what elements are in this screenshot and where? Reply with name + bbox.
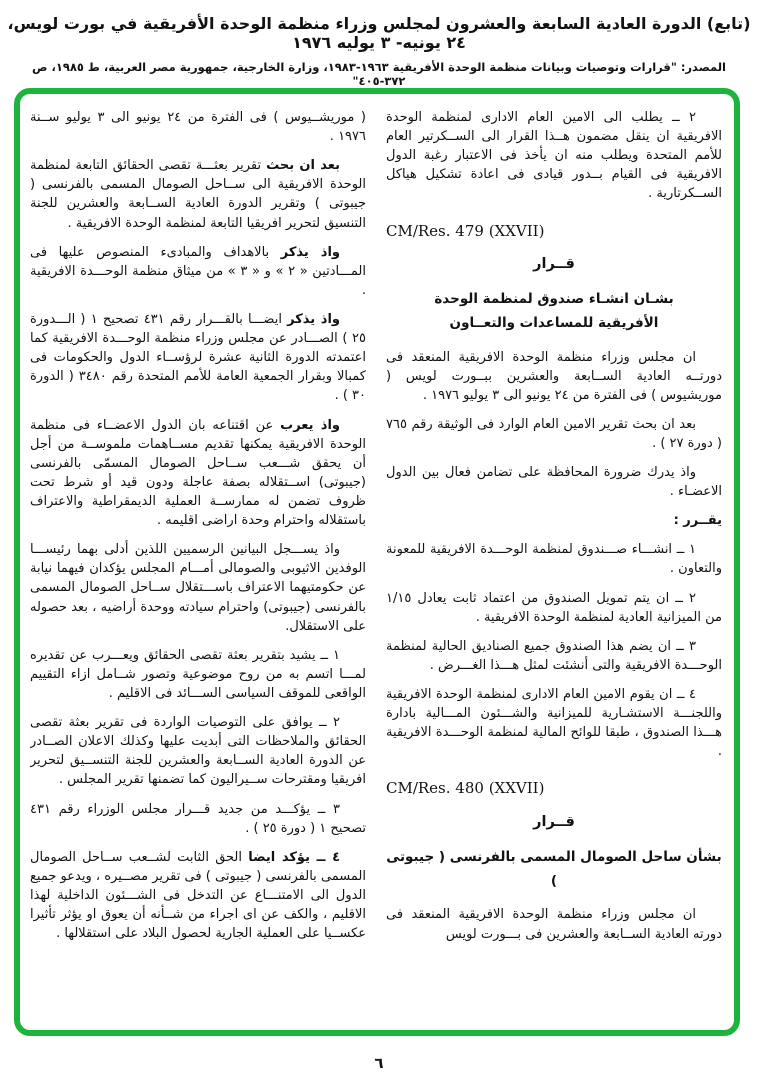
- column-right: [386, 108, 722, 1022]
- resolution-subtitle-line: بشـان انشـاء صندوق لمنظمة الوحدة: [434, 290, 674, 307]
- resolution-subtitle: [386, 287, 722, 336]
- paragraph: ٤ ــ ان يقوم الامين العام الادارى لمنظمة الوحدة الافريقية واللجنـــة الاستشـارية للميزانية والشـــئون المـــالية بادارة هـــذا الصندوق ، طبقا للوائح المالية لمنظمة الوحـــدة الافريقية .: [386, 687, 722, 760]
- paragraph-lead: يقــرر :: [673, 513, 722, 529]
- paragraph: ان مجلس وزراء منظمة الوحدة الافريقية المنعقد فى دورتــه العادية الســابعة والعشرين ببــورت لويس ( موريشيوس ) فى الفترة من ٢٤ يونيو الى ٣ يوليو ١٩٧٦ .: [386, 349, 722, 403]
- paragraph: ٣ ــ ان يضم هذا الصندوق جميع الصناديق الحالية لمنظمة الوحـــدة الافريقية والتى أنشئت لمثل هـــذا الغـــرض .: [386, 638, 722, 673]
- resolution-ref: CM/Res. 480 (XXVII): [386, 779, 545, 798]
- header-session-title: (تابع) الدورة العادية السابعة والعشرون لمجلس وزراء منظمة الوحدة الأفريقية في بورت لويس، ٢٤ يونيه- ٣ يوليه ١٩٧٦: [7, 14, 751, 52]
- paragraph-lead: واذ يذكر: [280, 244, 340, 260]
- paragraph: بعد ان بحث تقرير بعثـــة تقصى الحقائق التابعة لمنظمة الوحدة الافريقية الى ســاحل الصومال المسمى بالفرنسى ( جيبوتى ) وتقرير الدورة العادية الســابعة والعشرين للجنة التنسيق لتحرير افريقيا التابعة لمنظمة الوحدة الافريقية .: [30, 158, 366, 231]
- paragraph-lead: ٤ ــ يؤكد ايضا: [248, 849, 340, 865]
- paragraph: واذ يذكر بالاهداف والمبادىء المنصوص عليها فى المـــادتين « ٢ » و « ٣ » من ميثاق منظمة الوحـــدة الافريقية .: [30, 244, 366, 298]
- resolution-ref: CM/Res. 479 (XXVII): [386, 221, 545, 240]
- paragraph: [386, 511, 722, 530]
- paragraph: واذ يعرب عن اقتناعه بان الدول الاعضــاء فى منظمة الوحدة الافريقية يمكنها تقديم مســاهمات ملموســة من أجل أن يحقق شـــعب ســاحل الصومال المسمّى بالفرنسى (جيبوتى) اســتقلاله بصفة عاجلة ودون قيد أو شرط تحت ظروف تضمن له ممارســة العملية الديمقراطية والاعتراف باستقلاله واحترام وحدة اراضى اقليمه .: [30, 417, 366, 529]
- paragraph: ( موريشــيوس ) فى الفترة من ٢٤ يونيو الى ٣ يوليو ســنة ١٩٧٦ .: [30, 110, 366, 145]
- resolution-title: قــرار: [533, 255, 575, 272]
- paragraph-lead: بعد ان بحث: [266, 158, 340, 174]
- paragraph: ٣ ــ يؤكـــد من جديد قـــرار مجلس الوزراء رقم ٤٣١ تصحيح ١ ( دورة ٢٥ ) .: [30, 801, 366, 836]
- paragraph: ١ ــ انشـــاء صـــندوق لمنظمة الوحـــدة الافريقية للمعونة والتعاون .: [386, 542, 722, 577]
- resolution-subtitle: [386, 845, 722, 894]
- paragraph: بعد ان بحث تقرير الامين العام الوارد فى الوثيقة رقم ٧٦٥ ( دورة ٢٧ ) .: [386, 416, 722, 451]
- paragraph-lead: واذ يعرب: [280, 417, 340, 433]
- paragraph: ان مجلس وزراء منظمة الوحدة الافريقية المنعقد فى دورته العادية الســابعة والعشرين فى بـــورت لويس: [386, 907, 722, 942]
- paragraph: ٢ ــ يوافق على التوصيات الواردة فى تقرير بعثة تقصى الحقائق والملاحظات التى أبديت عليها وكذلك الاعلان الصــادر عن الدورة العادية الســابعة والعشرين للجنة التنســيق لتحرير افريقيا ومقترحات ســيراليون كما تضمنها تقرير المجلس .: [30, 715, 366, 788]
- paragraph: واذ يدرك ضرورة المحافظة على تضامن فعال بين الدول الاعضـاء .: [386, 465, 722, 500]
- header-source-line: المصدر: "قرارات وتوصيات وبيانات منظمة الوحدة الأفريقية ١٩٦٣-١٩٨٣، وزارة الخارجية، جمهورية مصر العربية، ط ١٩٨٥، ص ٣٧٢-٤٠٥": [31, 60, 726, 88]
- green-annotation-frame: [14, 88, 740, 1036]
- paragraph: ٤ ــ يؤكد ايضا الحق الثابت لشــعب ســاحل الصومال المسمى بالفرنسى ( جيبوتى ) فى تقرير مصــيره ، ويدعو جميع الدول الى الامتنـــاع عن التدخل فى الشـــئون الداخلية لهذا الاقليم ، والكف عن اى اجراء من شــأنه أن يعوق او يؤثر تأثيرا عكســيا على العملية الجارية لحصول البلاد على استقلالها .: [30, 849, 366, 942]
- resolution-subtitle-line: بشأن ساحل الصومال المسمى بالفرنسى ( جيبوتى ): [386, 848, 722, 890]
- paragraph-lead: واذ يذكر: [287, 311, 340, 327]
- paragraph: ١ ــ يشيد بتقرير بعثة تقصى الحقائق ويعـــرب عن تقديره لمـــا اتسم به من روح موضوعية وتصور شــامل ازاء التقييم الواقعى للموقف السياسى الســـائد فى الاقليم .: [30, 647, 366, 701]
- resolution-subtitle-line: الأفريقية للمساعدات والتعــاون: [449, 315, 659, 332]
- paragraph: ٢ ــ ان يتم تمويل الصندوق من اعتماد ثابت يعادل ١/١٥ من الميزانية العادية لمنظمة الوحدة الافريقية .: [386, 590, 722, 625]
- paragraph: ٢ ــ يطلب الى الامين العام الادارى لمنظمة الوحدة الافريقية ان ينقل مضمون هــذا القرار الى الســكرتير العام للأمم المتحدة ويطلب منه ان يأخذ فى الاعتبار رغبة الدول الافريقية فى القيام بــدور قيادى فى اعادة تشكيل هياكل الســكرتارية .: [386, 110, 722, 202]
- page-number: ٦: [374, 1054, 384, 1072]
- paragraph: واذ يســـجل البيانين الرسميين اللذين أدلى بهما رئيســـا الوفدين الاثيوبى والصومالى أمـــام المجلس يؤكدان فيهما نيابة عن حكومتيهما الاعتراف باســـتقلال ســاحل الصومال المسمى بالفرنسى (جيبوتى) واحترام سيادته ووحدة أراضيه ، بعد حصوله على الاستقلال.: [30, 542, 366, 634]
- two-column-body: [30, 108, 722, 1022]
- column-left: [30, 108, 366, 1022]
- paragraph: واذ يذكر ايضـــا بالقـــرار رقم ٤٣١ تصحيح ١ ( الـــدورة ٢٥ ) الصـــادر عن مجلس وزراء منظمة الوحـــدة الافريقية كما اعتمدته الدورة الثانية عشرة لرؤســاء الدول والحكومات فى كمبالا وبقرار الجمعية العامة للأمم المتحدة رقم ٣٤٨٠ ( الدورة ٣٠ ) .: [30, 311, 366, 404]
- resolution-title: قــرار: [533, 813, 575, 830]
- page-header: [6, 14, 752, 88]
